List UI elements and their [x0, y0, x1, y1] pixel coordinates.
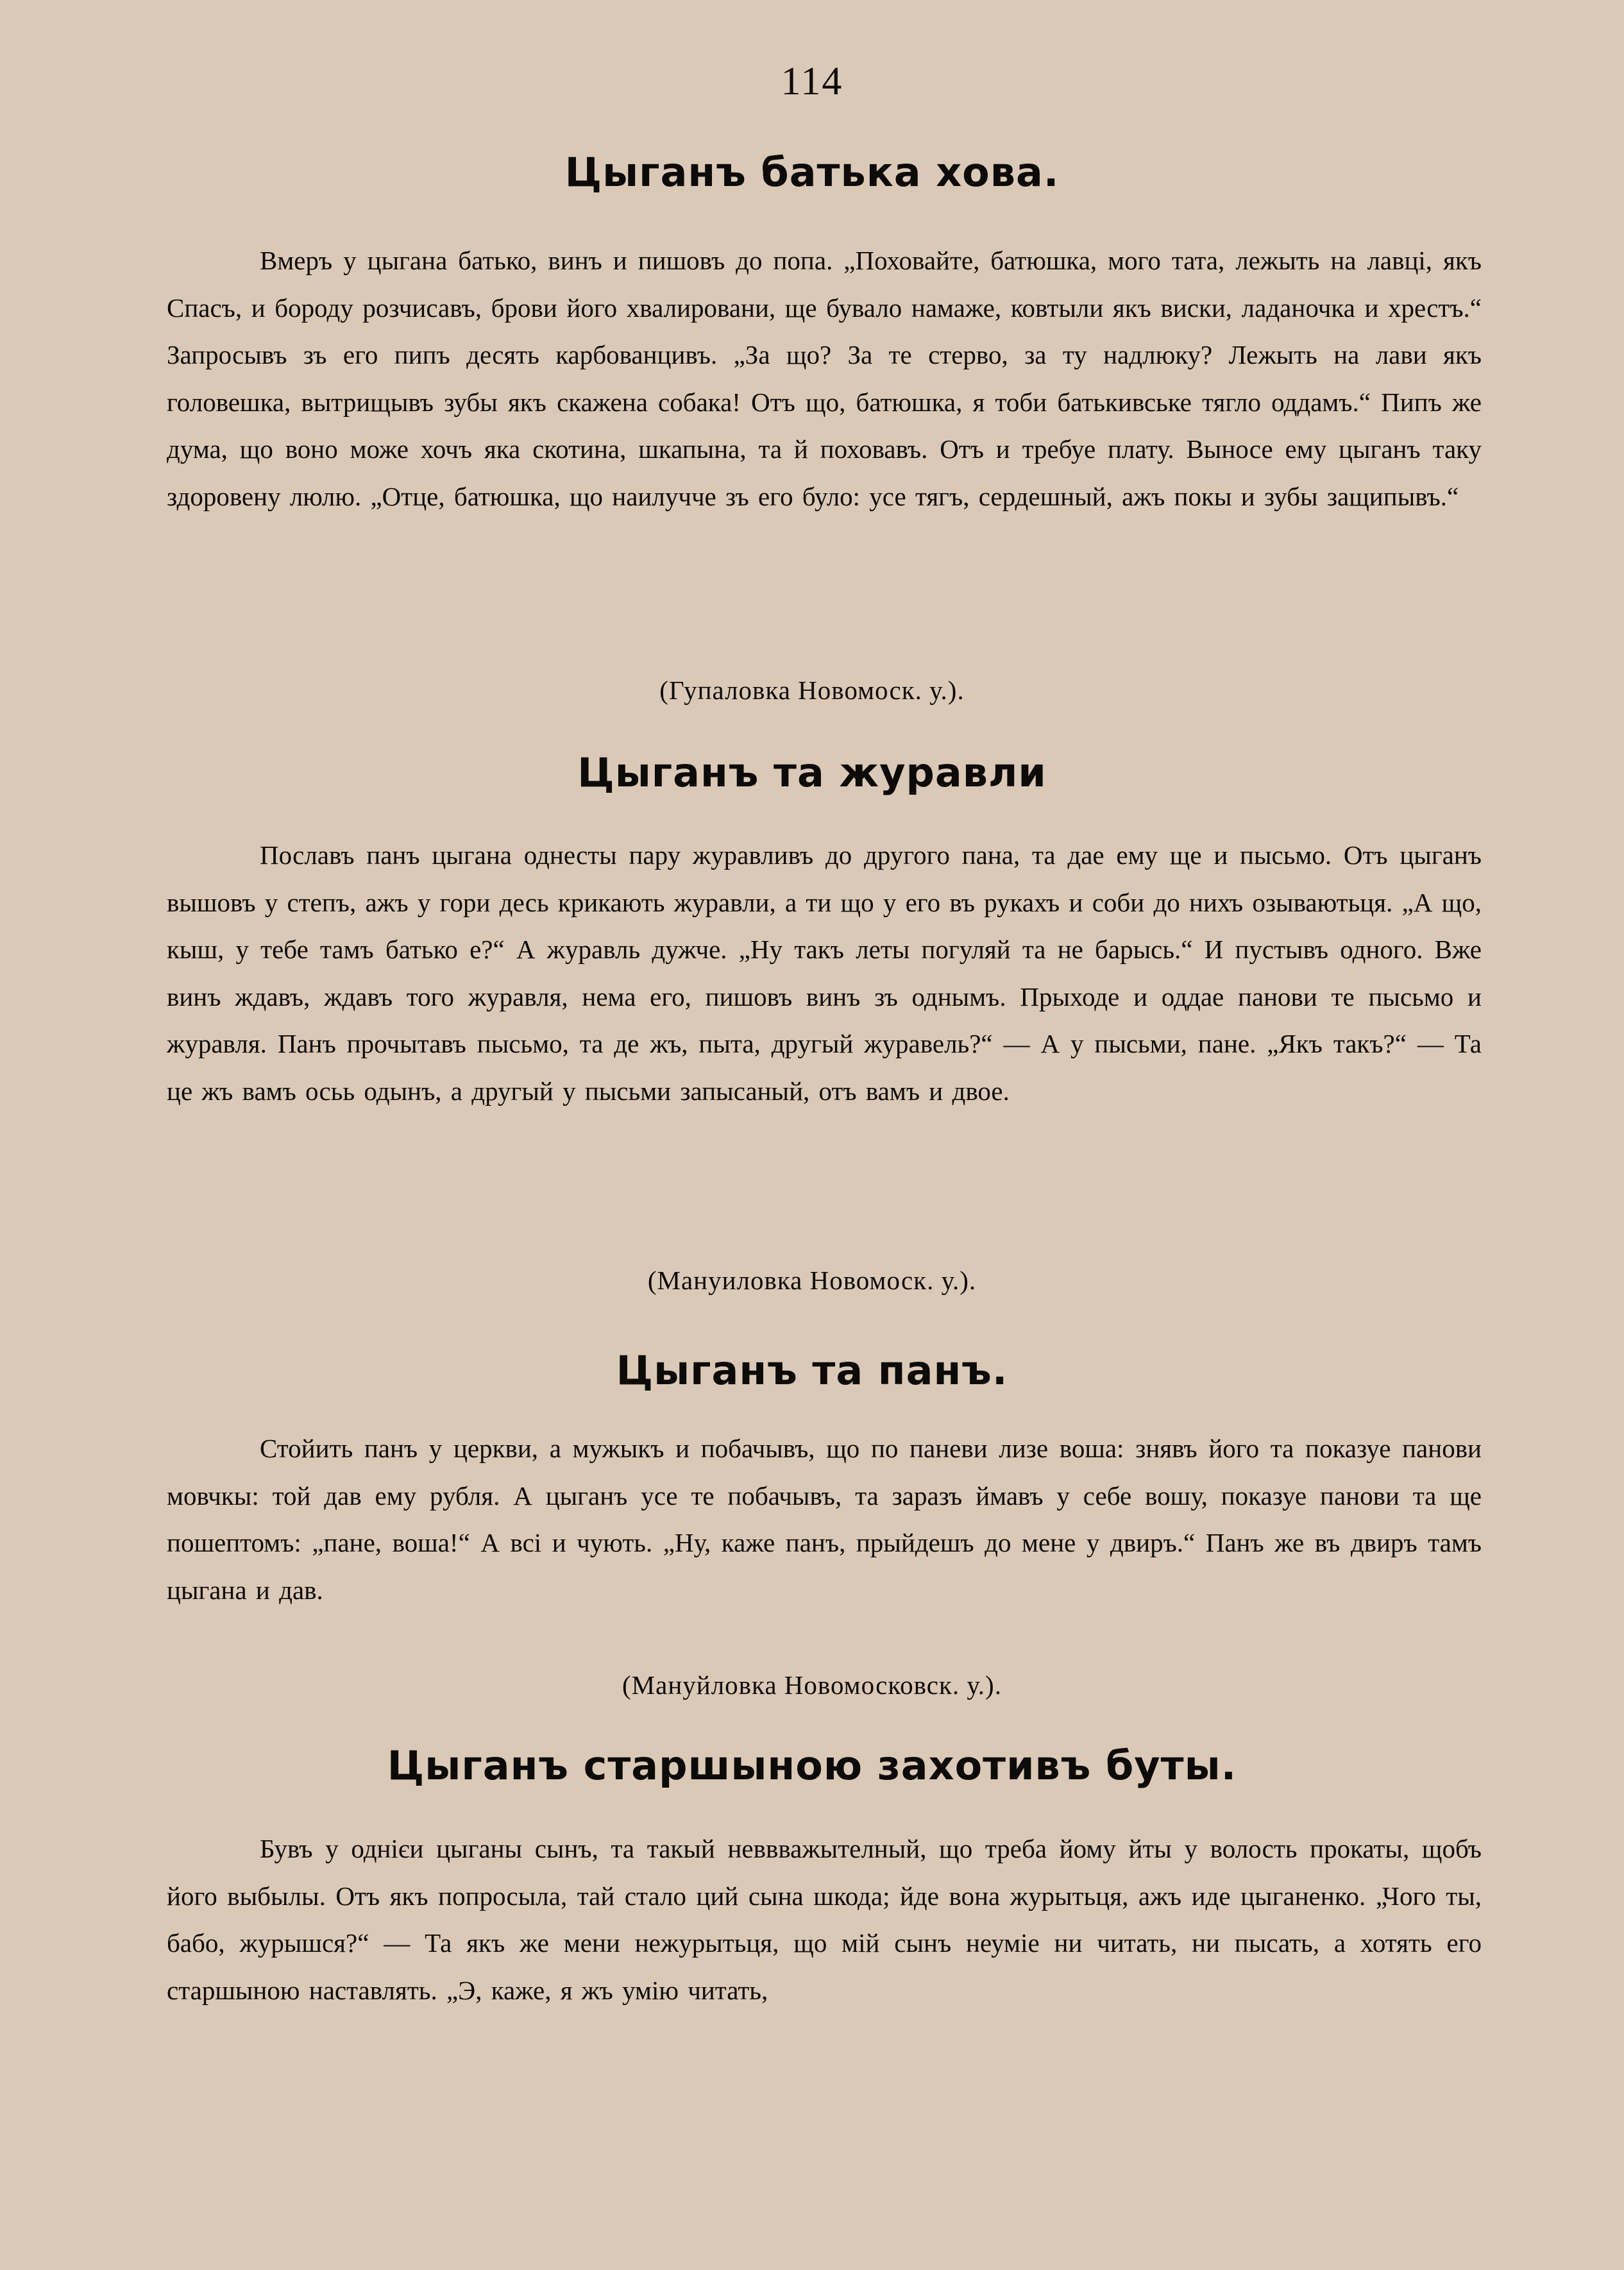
- story-source-3: (Мануйловка Новомосковск. у.).: [622, 1670, 1002, 1700]
- story-title-4: Цыганъ старшыною захотивъ буты.: [387, 1742, 1237, 1789]
- story-text-3: Стойить панъ у церкви, а мужыкъ и побачывъ, що по паневи лизе воша: знявъ його та показуе панови мовчкы: той дав ему рубля. А цыганъ усе те побачывъ, та заразъ ймавъ у себе вошу, показуе панови та ще пошептомъ: „пане, воша!“ А всі и чують. „Ну, каже панъ, прыйдешъ до мене у двиръ.“ Панъ же въ двиръ тамъ цыгана и дав.: [167, 1434, 1482, 1605]
- story-source-1: (Гупаловка Новомоск. у.).: [659, 675, 965, 705]
- story-source-2: (Мануиловка Новомоск. у.).: [647, 1266, 977, 1295]
- story-text-4: Бувъ у однієи цыганы сынъ, та такый неввважытелный, що треба йому йты у волость прокаты, щобъ його выбылы. Отъ якъ попросыла, тай стало ций сына шкода; йде вона журытьця, ажъ иде цыганенко. „Чого ты, бабо, журышся?“ — Та якъ же мени нежурытьця, що мій сынъ неуміе ни читать, ни пысать, а хотять его старшыною наставлять. „Э, каже, я жъ умію читать,: [167, 1834, 1482, 2005]
- story-text-1: Вмеръ у цыгана батько, винъ и пишовъ до попа. „Поховайте, батюшка, мого тата, лежыть на лавці, якъ Спасъ, и бороду розчисавъ, брови його хвалировани, ще бувало намаже, ковтыли якъ виски, ладаночка и хрестъ.“ Запросывъ зъ его пипъ десять карбованцивъ. „За що? За те стерво, за ту надлюку? Лежыть на лави якъ головешка, вытрищывъ зубы якъ скажена собака! Отъ що, батюшка, я тоби батькивське тягло оддамъ.“ Пипъ же дума, що воно може хочъ яка скотина, шкапына, та й поховавъ. Отъ и требуе плату. Выносе ему цыганъ таку здоровену люлю. „Отце, батюшка, що наилучче зъ его було: усе тягъ, сердешный, ажъ покы и зубы защипывъ.“: [167, 246, 1482, 511]
- story-title-3: Цыганъ та панъ.: [616, 1347, 1008, 1394]
- story-title-2: Цыганъ та журавли: [577, 749, 1047, 796]
- page-number: 114: [781, 60, 843, 103]
- story-title-1: Цыганъ батька хова.: [564, 149, 1060, 196]
- story-text-2: Пославъ панъ цыгана однесты пару журавливъ до другого пана, та дае ему ще и пысьмо. Отъ цыганъ вышовъ у степъ, ажъ у гори десь крикають журавли, а ти що у его въ рукахъ и соби до нихъ озываютьця. „А що, кыш, у тебе тамъ батько е?“ А журавль дужче. „Ну такъ леты погуляй та не барысь.“ И пустывъ одного. Вже винъ ждавъ, ждавъ того журавля, нема его, пишовъ винъ зъ однымъ. Прыходе и оддае панови те пысьмо и журавля. Панъ прочытавъ пысьмо, та де жъ, пыта, другый журавель?“ — А у пысьми, пане. „Якъ такъ?“ — Та це жъ вамъ осьь одынъ, а другый у пысьми запысаный, отъ вамъ и двое.: [167, 840, 1482, 1106]
